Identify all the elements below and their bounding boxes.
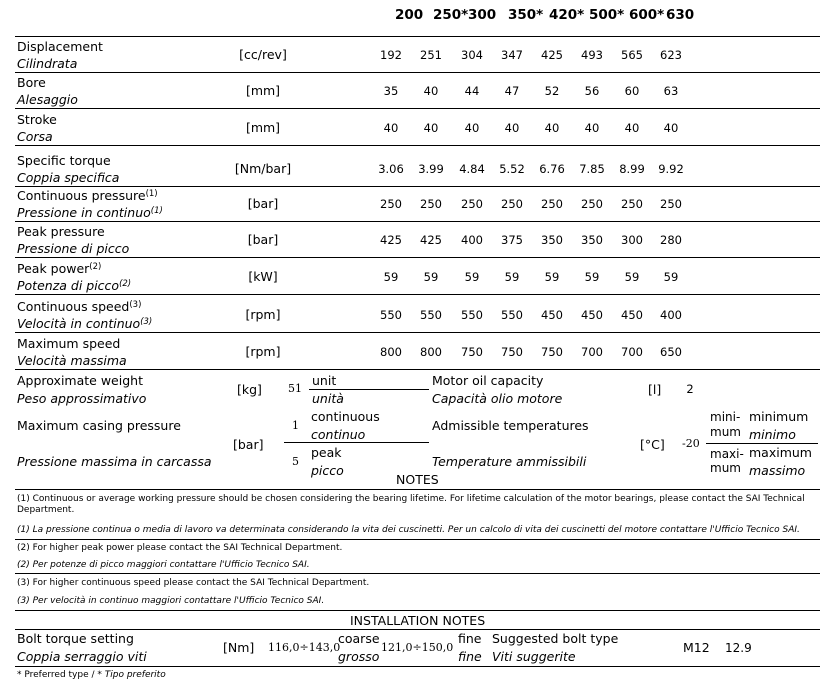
row-value: 7.85 xyxy=(579,162,605,176)
casing-peak-it: picco xyxy=(311,463,344,478)
bolt-fine-en: fine xyxy=(458,631,482,646)
bolt-grade: 12.9 xyxy=(725,641,752,655)
row-value: 700 xyxy=(581,345,603,359)
row-value: 40 xyxy=(663,121,679,135)
row-unit: [mm] xyxy=(245,83,281,98)
row-label-en-text: Peak pressure xyxy=(17,224,105,239)
row-label-it xyxy=(17,129,53,144)
row-value: 59 xyxy=(464,270,480,284)
temps-min-it: minimo xyxy=(749,427,796,442)
casing-peak-en: peak xyxy=(311,445,342,460)
bolt-type-en: Suggested bolt type xyxy=(492,631,619,646)
row-label-en-text: Specific torque xyxy=(17,153,111,168)
row-value: 44 xyxy=(464,84,480,98)
row-value: 350 xyxy=(581,233,603,247)
footnote-en: * Preferred type / xyxy=(17,670,98,680)
row-label-en xyxy=(17,336,120,351)
row-value: 450 xyxy=(621,308,643,322)
temps-min-en: minimum xyxy=(749,409,809,424)
note-1-en: (1) Continuous or average working pressure should be chosen considering the bearing lifetime. For lifetime calculation of the motor bearings, please contact the SAI Technical xyxy=(17,494,805,504)
row-label-it-sup: (1) xyxy=(150,206,163,216)
row-value: 8.99 xyxy=(619,162,645,176)
row-label-it xyxy=(17,92,78,107)
row-unit: [rpm] xyxy=(245,344,281,359)
temps-min-short-1: mini- xyxy=(710,410,741,424)
column-header: 630 xyxy=(666,7,695,23)
row-label-it xyxy=(17,205,163,220)
row-value: 40 xyxy=(504,121,520,135)
row-value: 250 xyxy=(660,197,682,211)
row-unit: [rpm] xyxy=(245,307,281,322)
row-value: 304 xyxy=(461,48,483,62)
row-value: 40 xyxy=(464,121,480,135)
weight-unit-it: unità xyxy=(312,391,344,406)
row-value: 400 xyxy=(461,233,483,247)
bolt-coarse-value: 116,0÷143,0 xyxy=(268,641,341,654)
row-value: 400 xyxy=(660,308,682,322)
row-label-it-text: Pressione in continuo xyxy=(17,205,151,220)
row-value: 550 xyxy=(501,308,523,322)
row-label-en-text: Continuous speed xyxy=(17,299,130,314)
weight-value: 51 xyxy=(288,382,302,395)
row-value: 493 xyxy=(581,48,603,62)
row-value: 450 xyxy=(581,308,603,322)
row-value: 59 xyxy=(504,270,520,284)
row-label-en-text: Displacement xyxy=(17,39,103,54)
temps-label-it: Temperature ammissibili xyxy=(432,454,587,469)
row-unit: [kW] xyxy=(248,269,278,284)
weight-label-it: Peso approssimativo xyxy=(17,391,147,406)
row-value: 700 xyxy=(621,345,643,359)
row-value: 550 xyxy=(461,308,483,322)
column-header: 250* xyxy=(433,7,469,23)
row-label-it xyxy=(17,56,77,71)
bolt-unit: [Nm] xyxy=(223,640,255,655)
row-label-it-sup: (3) xyxy=(140,317,153,327)
row-label-en-sup: (2) xyxy=(89,262,102,272)
row-label-it xyxy=(17,241,129,256)
temps-max-it: massimo xyxy=(749,463,806,478)
bolt-label-en: Bolt torque setting xyxy=(17,631,134,646)
row-label-it-text: Potenza di picco xyxy=(17,278,120,293)
note-2-en: (2) For higher peak power please contact the SAI Technical Department. xyxy=(17,543,343,553)
temps-unit: [°C] xyxy=(640,437,665,452)
row-value: 6.76 xyxy=(539,162,565,176)
row-value: 550 xyxy=(420,308,442,322)
row-value: 650 xyxy=(660,345,682,359)
row-value: 425 xyxy=(380,233,402,247)
column-header: 600* xyxy=(629,7,665,23)
notes-title: NOTES xyxy=(396,472,439,487)
row-label-it-text: Corsa xyxy=(17,129,53,144)
row-label-it xyxy=(17,353,127,368)
row-value: 40 xyxy=(423,121,439,135)
oil-unit: [l] xyxy=(648,382,662,397)
row-unit: [bar] xyxy=(247,196,279,211)
weight-unit: [kg] xyxy=(237,382,262,397)
temps-max-short-2: mum xyxy=(710,461,741,475)
row-label-it-text: Pressione di picco xyxy=(17,241,130,256)
casing-cont-value: 1 xyxy=(292,419,299,432)
row-value: 59 xyxy=(544,270,560,284)
row-value: 280 xyxy=(660,233,682,247)
footnote-it: * Tipo preferito xyxy=(97,670,166,680)
row-label-en-text: Bore xyxy=(17,75,46,90)
note-1-en-2: Department. xyxy=(17,505,75,515)
row-value: 250 xyxy=(501,197,523,211)
note-3-en: (3) For higher continuous speed please contact the SAI Technical Department. xyxy=(17,578,370,588)
column-header: 420* xyxy=(549,7,585,23)
row-value: 9.92 xyxy=(658,162,684,176)
row-label-en xyxy=(17,39,103,54)
temps-label-en: Admissible temperatures xyxy=(432,418,589,433)
bolt-fine-it: fine xyxy=(458,649,482,664)
row-value: 5.52 xyxy=(499,162,525,176)
row-label-en-text: Stroke xyxy=(17,112,57,127)
install-title: INSTALLATION NOTES xyxy=(350,613,486,628)
row-value: 250 xyxy=(621,197,643,211)
row-label-en xyxy=(17,112,57,127)
row-value: 425 xyxy=(541,48,563,62)
row-value: 250 xyxy=(581,197,603,211)
bolt-coarse-it: grosso xyxy=(338,649,380,664)
row-value: 250 xyxy=(420,197,442,211)
row-value: 4.84 xyxy=(459,162,485,176)
row-label-it-sup: (2) xyxy=(119,279,132,289)
casing-label-it: Pressione massima in carcassa xyxy=(17,454,212,469)
temps-min-value: -20 xyxy=(682,437,700,450)
column-header: 350* xyxy=(508,7,544,23)
row-label-en-text: Continuous pressure xyxy=(17,188,146,203)
temps-min-short-2: mum xyxy=(710,425,741,439)
row-value: 40 xyxy=(584,121,600,135)
row-label-en xyxy=(17,153,111,168)
note-1-it: (1) La pressione continua o media di lavoro va determinata considerando la vita dei cuscinetti. Per un calcolo di vita dei cuscinetti del motore contattare l'Ufficio Tecnico SAI. xyxy=(17,525,800,535)
row-label-en-sup: (1) xyxy=(145,189,158,199)
temps-max-short-1: maxi- xyxy=(710,447,744,461)
row-label-it xyxy=(17,170,119,185)
oil-label-it: Capacità olio motore xyxy=(432,391,563,406)
row-label-en xyxy=(17,224,105,239)
row-value: 800 xyxy=(380,345,402,359)
row-value: 550 xyxy=(380,308,402,322)
row-value: 623 xyxy=(660,48,682,62)
row-label-en-sup: (3) xyxy=(129,300,142,310)
casing-label-en: Maximum casing pressure xyxy=(17,418,181,433)
row-label-en-text: Peak power xyxy=(17,261,90,276)
row-value: 40 xyxy=(383,121,399,135)
footnote xyxy=(17,670,166,680)
row-label-en-text: Maximum speed xyxy=(17,336,121,351)
row-unit: [Nm/bar] xyxy=(234,161,292,176)
row-label-it xyxy=(17,278,131,293)
row-label-en xyxy=(17,261,101,276)
bolt-type-value: M12 xyxy=(683,640,710,655)
casing-peak-value: 5 xyxy=(292,455,299,468)
row-value: 192 xyxy=(380,48,402,62)
row-value: 350 xyxy=(541,233,563,247)
row-value: 250 xyxy=(541,197,563,211)
bolt-label-it: Coppia serraggio viti xyxy=(17,649,147,664)
row-label-en xyxy=(17,188,158,203)
row-value: 3.99 xyxy=(418,162,444,176)
bolt-coarse-en: coarse xyxy=(338,631,380,646)
row-value: 3.06 xyxy=(378,162,404,176)
row-label-it-text: Velocità massima xyxy=(17,353,127,368)
note-2-it: (2) Per potenze di picco maggiori contattare l'Ufficio Tecnico SAI. xyxy=(17,560,310,570)
row-value: 750 xyxy=(501,345,523,359)
row-value: 800 xyxy=(420,345,442,359)
temps-max-en: maximum xyxy=(749,445,812,460)
row-unit: [cc/rev] xyxy=(239,47,287,62)
row-value: 375 xyxy=(501,233,523,247)
row-value: 35 xyxy=(383,84,399,98)
column-header: 300 xyxy=(468,7,497,23)
weight-label-en: Approximate weight xyxy=(17,373,143,388)
row-value: 40 xyxy=(624,121,640,135)
row-value: 40 xyxy=(423,84,439,98)
row-value: 40 xyxy=(544,121,560,135)
row-label-en xyxy=(17,75,46,90)
row-value: 750 xyxy=(541,345,563,359)
bolt-fine-value: 121,0÷150,0 xyxy=(381,641,454,654)
row-label-it-text: Alesaggio xyxy=(17,92,78,107)
row-value: 59 xyxy=(663,270,679,284)
column-header: 500* xyxy=(589,7,625,23)
row-value: 250 xyxy=(380,197,402,211)
column-header: 200 xyxy=(395,7,424,23)
row-value: 52 xyxy=(544,84,560,98)
oil-value: 2 xyxy=(686,382,694,396)
row-unit: [bar] xyxy=(247,232,279,247)
oil-label-en: Motor oil capacity xyxy=(432,373,544,388)
row-label-it-text: Cilindrata xyxy=(17,56,78,71)
row-value: 59 xyxy=(624,270,640,284)
row-value: 425 xyxy=(420,233,442,247)
row-unit: [mm] xyxy=(245,120,281,135)
casing-unit: [bar] xyxy=(233,437,264,452)
weight-unit-en: unit xyxy=(312,373,337,388)
casing-cont-en: continuous xyxy=(311,409,380,424)
row-value: 63 xyxy=(663,84,679,98)
row-label-it xyxy=(17,316,152,331)
row-label-en xyxy=(17,299,141,314)
row-value: 59 xyxy=(383,270,399,284)
row-label-it-text: Coppia specifica xyxy=(17,170,120,185)
row-value: 450 xyxy=(541,308,563,322)
row-value: 47 xyxy=(504,84,520,98)
row-value: 59 xyxy=(584,270,600,284)
row-value: 347 xyxy=(501,48,523,62)
row-value: 750 xyxy=(461,345,483,359)
bolt-type-it: Viti suggerite xyxy=(492,649,576,664)
row-value: 565 xyxy=(621,48,643,62)
row-value: 59 xyxy=(423,270,439,284)
casing-cont-it: continuo xyxy=(311,427,366,442)
row-value: 300 xyxy=(621,233,643,247)
row-value: 251 xyxy=(420,48,442,62)
row-value: 56 xyxy=(584,84,600,98)
row-value: 250 xyxy=(461,197,483,211)
row-label-it-text: Velocità in continuo xyxy=(17,316,141,331)
note-3-it: (3) Per velocità in continuo maggiori contattare l'Ufficio Tecnico SAI. xyxy=(17,596,325,606)
row-value: 60 xyxy=(624,84,640,98)
